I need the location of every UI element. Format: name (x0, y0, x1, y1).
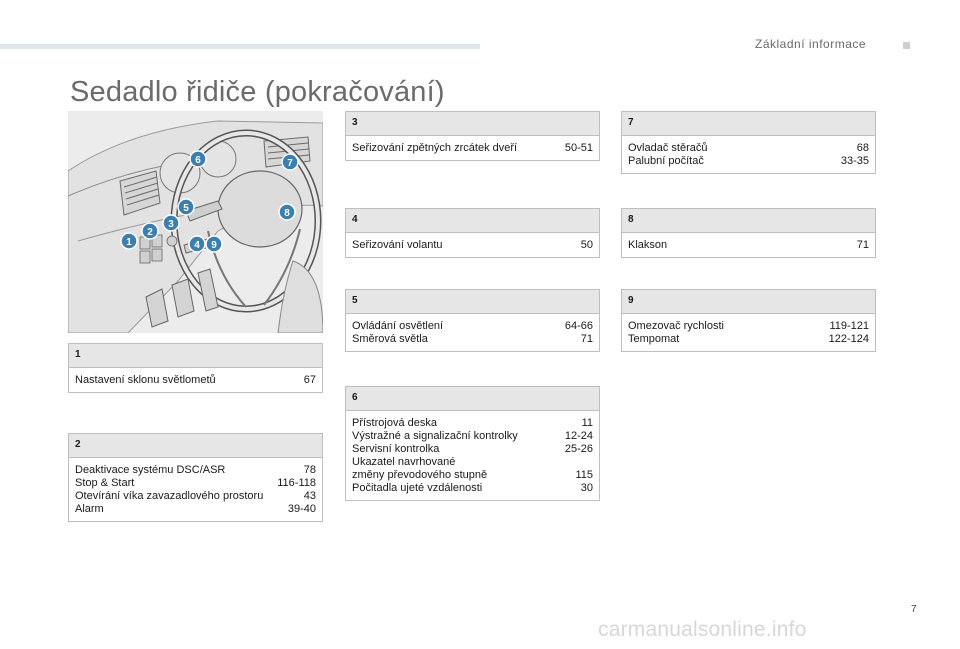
callout-5 (178, 199, 194, 215)
list-item: Klakson 71 (628, 239, 869, 251)
list-item: Ovládání osvětlení 64-66 (352, 320, 593, 332)
box-number: 8 (622, 209, 875, 233)
info-box-6 (345, 386, 600, 501)
callout-9 (206, 236, 222, 252)
page-title: Sedadlo řidiče (pokračování) (70, 76, 445, 108)
list-item: Palubní počítač 33-35 (628, 155, 869, 167)
box-number: 6 (346, 387, 599, 411)
list-item: Přístrojová deska 11 (352, 417, 593, 429)
section-marker (903, 42, 910, 49)
info-box-4 (345, 208, 600, 258)
list-item: Ukazatel navrhované změny převodového stupně 115 (352, 456, 593, 481)
box-number: 9 (622, 290, 875, 314)
info-box-9 (621, 289, 876, 352)
watermark-text: carmanualsonline.info (598, 618, 807, 641)
callout-1 (121, 233, 137, 249)
list-item: Omezovač rychlosti 119-121 (628, 320, 869, 332)
callout-6 (190, 151, 206, 167)
list-item: Ovladač stěračů 68 (628, 142, 869, 154)
callout-7 (282, 154, 298, 170)
box-number: 7 (622, 112, 875, 136)
svg-text:7: 7 (287, 158, 293, 169)
page-number: 7 (911, 604, 917, 615)
info-box-1 (68, 343, 323, 393)
callout-3 (163, 215, 179, 231)
svg-text:8: 8 (284, 208, 290, 219)
list-item: Seřizování volantu 50 (352, 239, 593, 251)
svg-text:4: 4 (194, 240, 200, 251)
box-number: 1 (69, 344, 322, 368)
dashboard-illustration (68, 111, 323, 333)
list-item: Deaktivace systému DSC/ASR 78 (75, 464, 316, 476)
callout-8 (279, 204, 295, 220)
svg-text:3: 3 (168, 219, 174, 230)
list-item: Výstražné a signalizační kontrolky 12-24 (352, 430, 593, 442)
box-number: 4 (346, 209, 599, 233)
svg-text:1: 1 (126, 237, 132, 248)
svg-text:9: 9 (211, 240, 217, 251)
section-title: Základní informace (755, 37, 867, 51)
box-number: 5 (346, 290, 599, 314)
list-item: Tempomat 122-124 (628, 333, 869, 345)
list-item: Alarm 39-40 (75, 503, 316, 515)
list-item: Nastavení sklonu světlometů 67 (75, 374, 316, 386)
header-rule (0, 44, 480, 49)
box-number: 3 (346, 112, 599, 136)
info-box-7 (621, 111, 876, 174)
svg-text:2: 2 (147, 227, 153, 238)
list-item: Stop & Start 116-118 (75, 477, 316, 489)
info-box-8 (621, 208, 876, 258)
list-item: Směrová světla 71 (352, 333, 593, 345)
list-item: Servisní kontrolka 25-26 (352, 443, 593, 455)
list-item: Otevírání víka zavazadlového prostoru 43 (75, 490, 316, 502)
info-box-3 (345, 111, 600, 161)
list-item: Počitadla ujeté vzdálenosti 30 (352, 482, 593, 494)
info-box-5 (345, 289, 600, 352)
info-box-2 (68, 433, 323, 522)
svg-text:5: 5 (183, 203, 189, 214)
list-item: Seřizování zpětných zrcátek dveří 50-51 (352, 142, 593, 154)
svg-text:6: 6 (195, 155, 201, 166)
callout-2 (142, 223, 158, 239)
box-number: 2 (69, 434, 322, 458)
callout-4 (189, 236, 205, 252)
